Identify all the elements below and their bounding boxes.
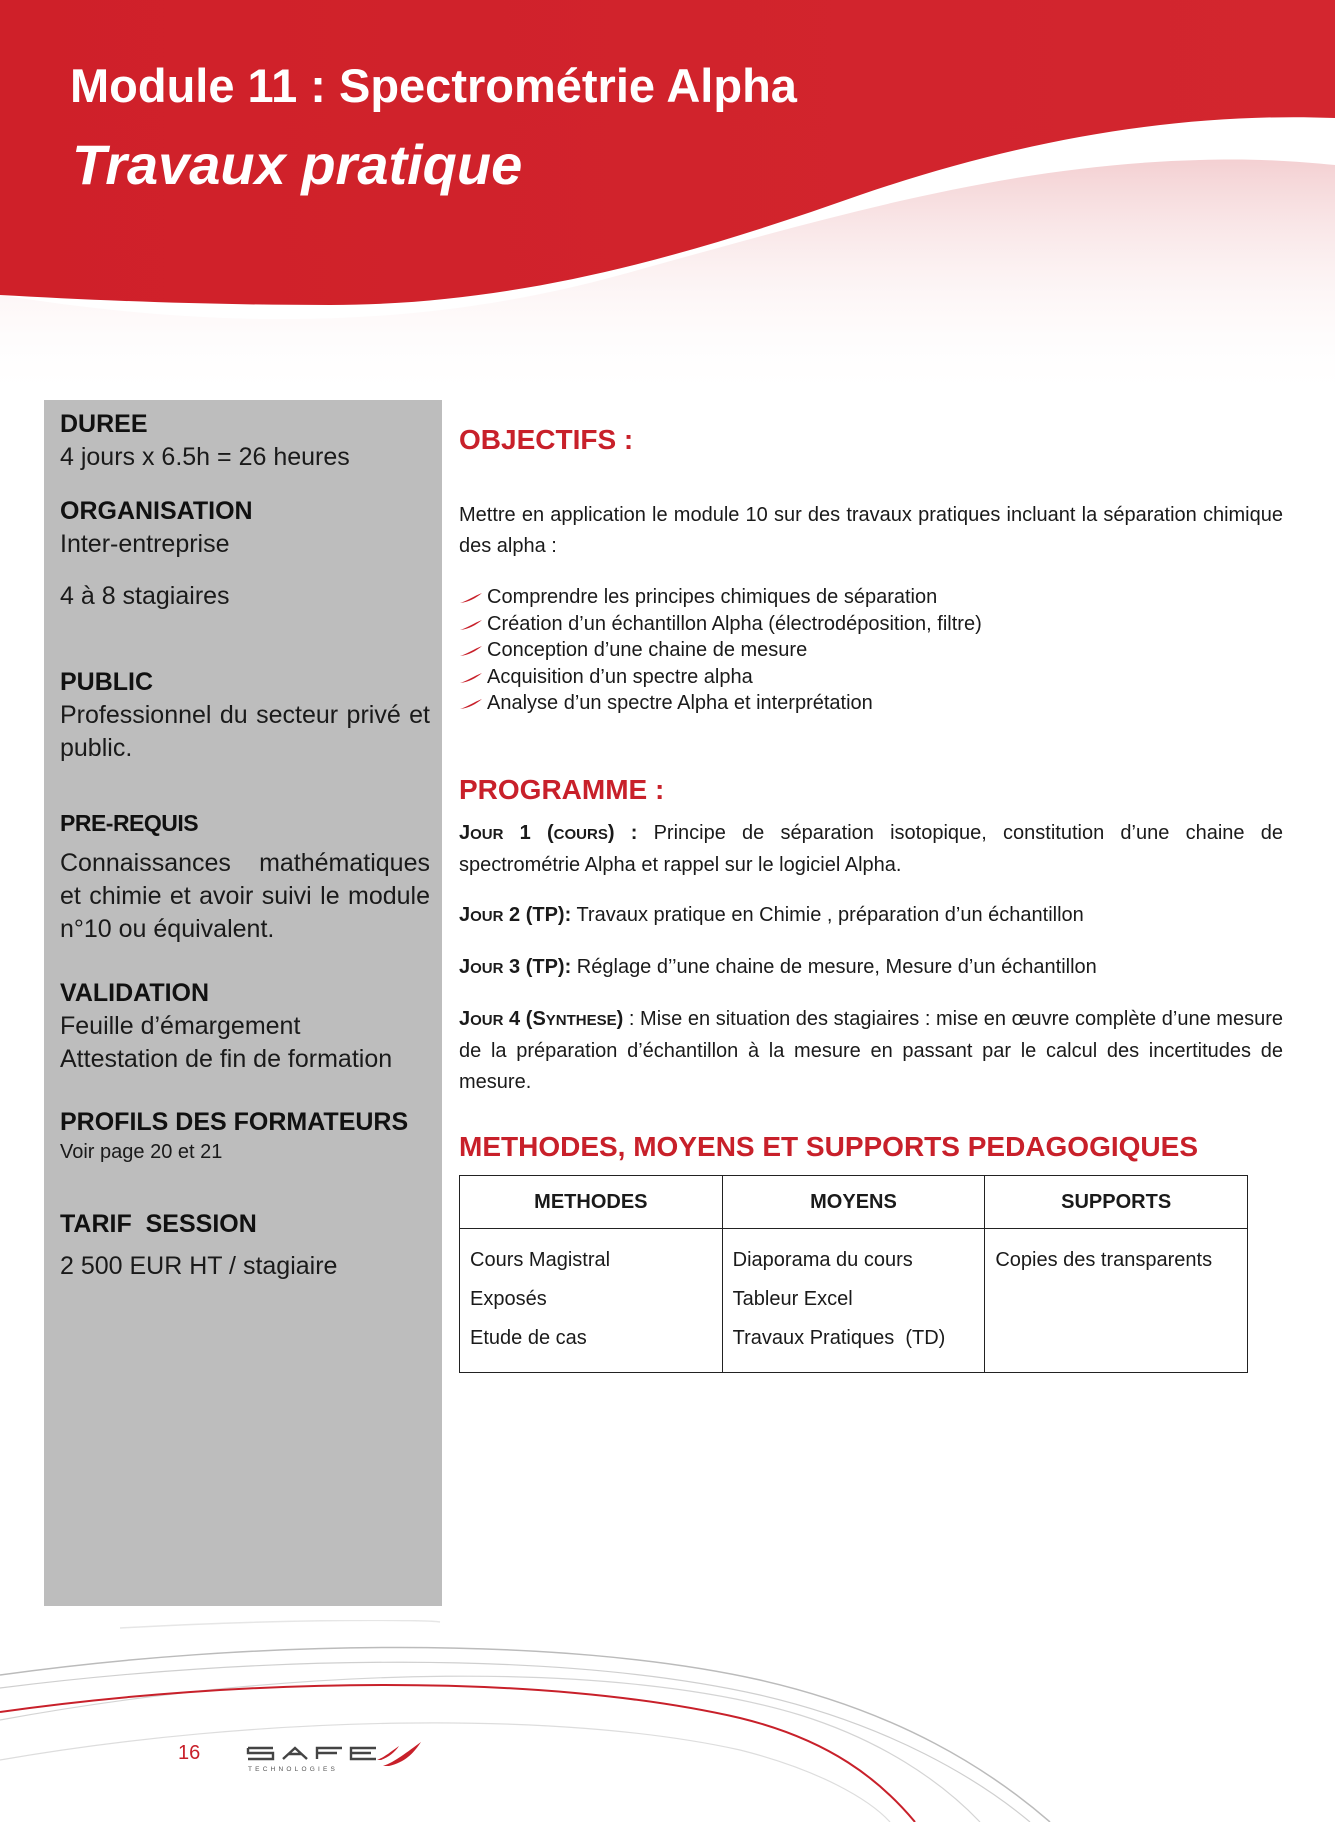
- page-subtitle: Travaux pratique: [72, 133, 523, 196]
- duree-value: 4 jours x 6.5h = 26 heures: [60, 443, 350, 471]
- programme-day-1: [459, 818, 1283, 881]
- cell-item: Tableur Excel: [732, 1288, 853, 1310]
- day-label: JOUR 4 (SYNTHESE): [459, 1008, 624, 1030]
- list-item-text: Comprendre les principes chimiques de séparation: [487, 586, 938, 608]
- day-label: JOUR 2 (TP):: [459, 904, 572, 926]
- list-item: [459, 584, 1283, 611]
- page-title: Module 11 : Spectrométrie Alpha: [70, 59, 797, 112]
- cell-item: Cours Magistral: [470, 1249, 611, 1271]
- cell-item: Etude de cas: [470, 1327, 587, 1349]
- cell-item: Copies des transparents: [995, 1249, 1213, 1271]
- tarif-value: 2 500 EUR HT / stagiaire: [60, 1252, 338, 1280]
- footer-swoosh: [0, 1620, 1335, 1822]
- info-sidebar: [44, 400, 442, 1606]
- cell-item: Travaux Pratiques (TD): [732, 1327, 946, 1349]
- list-item: [459, 637, 1283, 664]
- swoosh-bullet-icon: [459, 645, 483, 657]
- day-text: Principe de séparation isotopique, constitution d’une chaine de spectrométrie Alpha et rappel sur le logiciel Alpha.: [459, 822, 1283, 876]
- stagiaires-value: 4 à 8 stagiaires: [60, 582, 230, 610]
- swoosh-bullet-icon: [459, 619, 483, 631]
- programme-heading: PROGRAMME :: [459, 774, 665, 805]
- day-text: Réglage d’’une chaine de mesure, Mesure d’un échantillon: [571, 956, 1097, 978]
- column-header: SUPPORTS: [985, 1176, 1248, 1229]
- programme-section: [459, 774, 1283, 806]
- public-heading: PUBLIC: [60, 668, 154, 696]
- safe-technologies-logo: [245, 1738, 425, 1774]
- prerequis-block: [60, 807, 430, 946]
- validation-line-1: Feuille d’émargement: [60, 1012, 301, 1040]
- organisation-block: [60, 495, 430, 561]
- list-item-text: Création d’un échantillon Alpha (électrodéposition, filtre): [487, 612, 982, 635]
- page-number: 16: [178, 1742, 201, 1764]
- duree-heading: DUREE: [60, 410, 148, 438]
- methodes-heading: METHODES, MOYENS ET SUPPORTS PEDAGOGIQUES: [459, 1131, 1198, 1162]
- methodes-table: [459, 1175, 1248, 1373]
- tarif-block: [60, 1208, 430, 1283]
- list-item-text: Analyse d’un spectre Alpha et interprétation: [487, 692, 873, 714]
- tarif-heading: TARIF SESSION: [60, 1210, 257, 1238]
- supports-cell: [985, 1229, 1248, 1373]
- table-row: [460, 1229, 1248, 1373]
- validation-block: [60, 977, 430, 1076]
- objectifs-intro: Mettre en application le module 10 sur des travaux pratiques incluant la séparation chimique des alpha :: [459, 504, 1283, 557]
- list-item: [459, 664, 1283, 691]
- logo-tagline: TECHNOLOGIES: [248, 1766, 339, 1773]
- objectifs-list-wrap: [459, 584, 1283, 717]
- profils-value: Voir page 20 et 21: [60, 1141, 223, 1163]
- moyens-cell: [722, 1229, 985, 1373]
- objectifs-heading: OBJECTIFS :: [459, 424, 634, 455]
- swoosh-bullet-icon: [459, 672, 483, 684]
- table-header-row: [460, 1176, 1248, 1229]
- day-label: JOUR 3 (TP):: [459, 956, 572, 978]
- validation-line-2: Attestation de fin de formation: [60, 1045, 393, 1073]
- list-item: [459, 690, 1283, 717]
- methodes-section: [459, 1131, 1283, 1163]
- column-header: MOYENS: [722, 1176, 985, 1229]
- profils-heading: PROFILS DES FORMATEURS: [60, 1108, 409, 1136]
- public-block: [60, 666, 430, 765]
- list-item: [459, 611, 1283, 638]
- organisation-value: Inter-entreprise: [60, 530, 230, 558]
- swoosh-bullet-icon: [459, 698, 483, 710]
- prerequis-heading: PRE-REQUIS: [60, 810, 199, 836]
- programme-day-4: [459, 1004, 1283, 1098]
- list-item-text: Acquisition d’un spectre alpha: [487, 665, 753, 688]
- day-text: : Mise en situation des stagiaires : mise en œuvre complète d’une mesure de la préparation d’échantillon à la mesure en passant par le calcul des incertitudes de mesure.: [459, 1008, 1283, 1093]
- duree-block: [60, 408, 430, 474]
- prerequis-value: Connaissances mathématiques et chimie et avoir suivi le module n°10 ou équivalent.: [60, 849, 430, 943]
- cell-item: Diaporama du cours: [732, 1249, 913, 1271]
- day-label: JOUR 1 (COURS) :: [459, 822, 638, 844]
- objectifs-section: [459, 424, 1283, 456]
- programme-day-2: [459, 900, 1283, 932]
- objectifs-list: [459, 584, 1283, 717]
- swoosh-bullet-icon: [459, 592, 483, 604]
- public-value: Professionnel du secteur privé et public.: [60, 701, 430, 762]
- profils-block: [60, 1106, 430, 1165]
- cell-item: Exposés: [470, 1288, 547, 1310]
- column-header: METHODES: [460, 1176, 723, 1229]
- validation-heading: VALIDATION: [60, 979, 210, 1007]
- organisation-heading: ORGANISATION: [60, 497, 253, 525]
- day-text: Travaux pratique en Chimie , préparation d’un échantillon: [571, 904, 1084, 926]
- list-item-text: Conception d’une chaine de mesure: [487, 639, 808, 661]
- programme-day-3: [459, 952, 1283, 984]
- methodes-cell: [460, 1229, 723, 1373]
